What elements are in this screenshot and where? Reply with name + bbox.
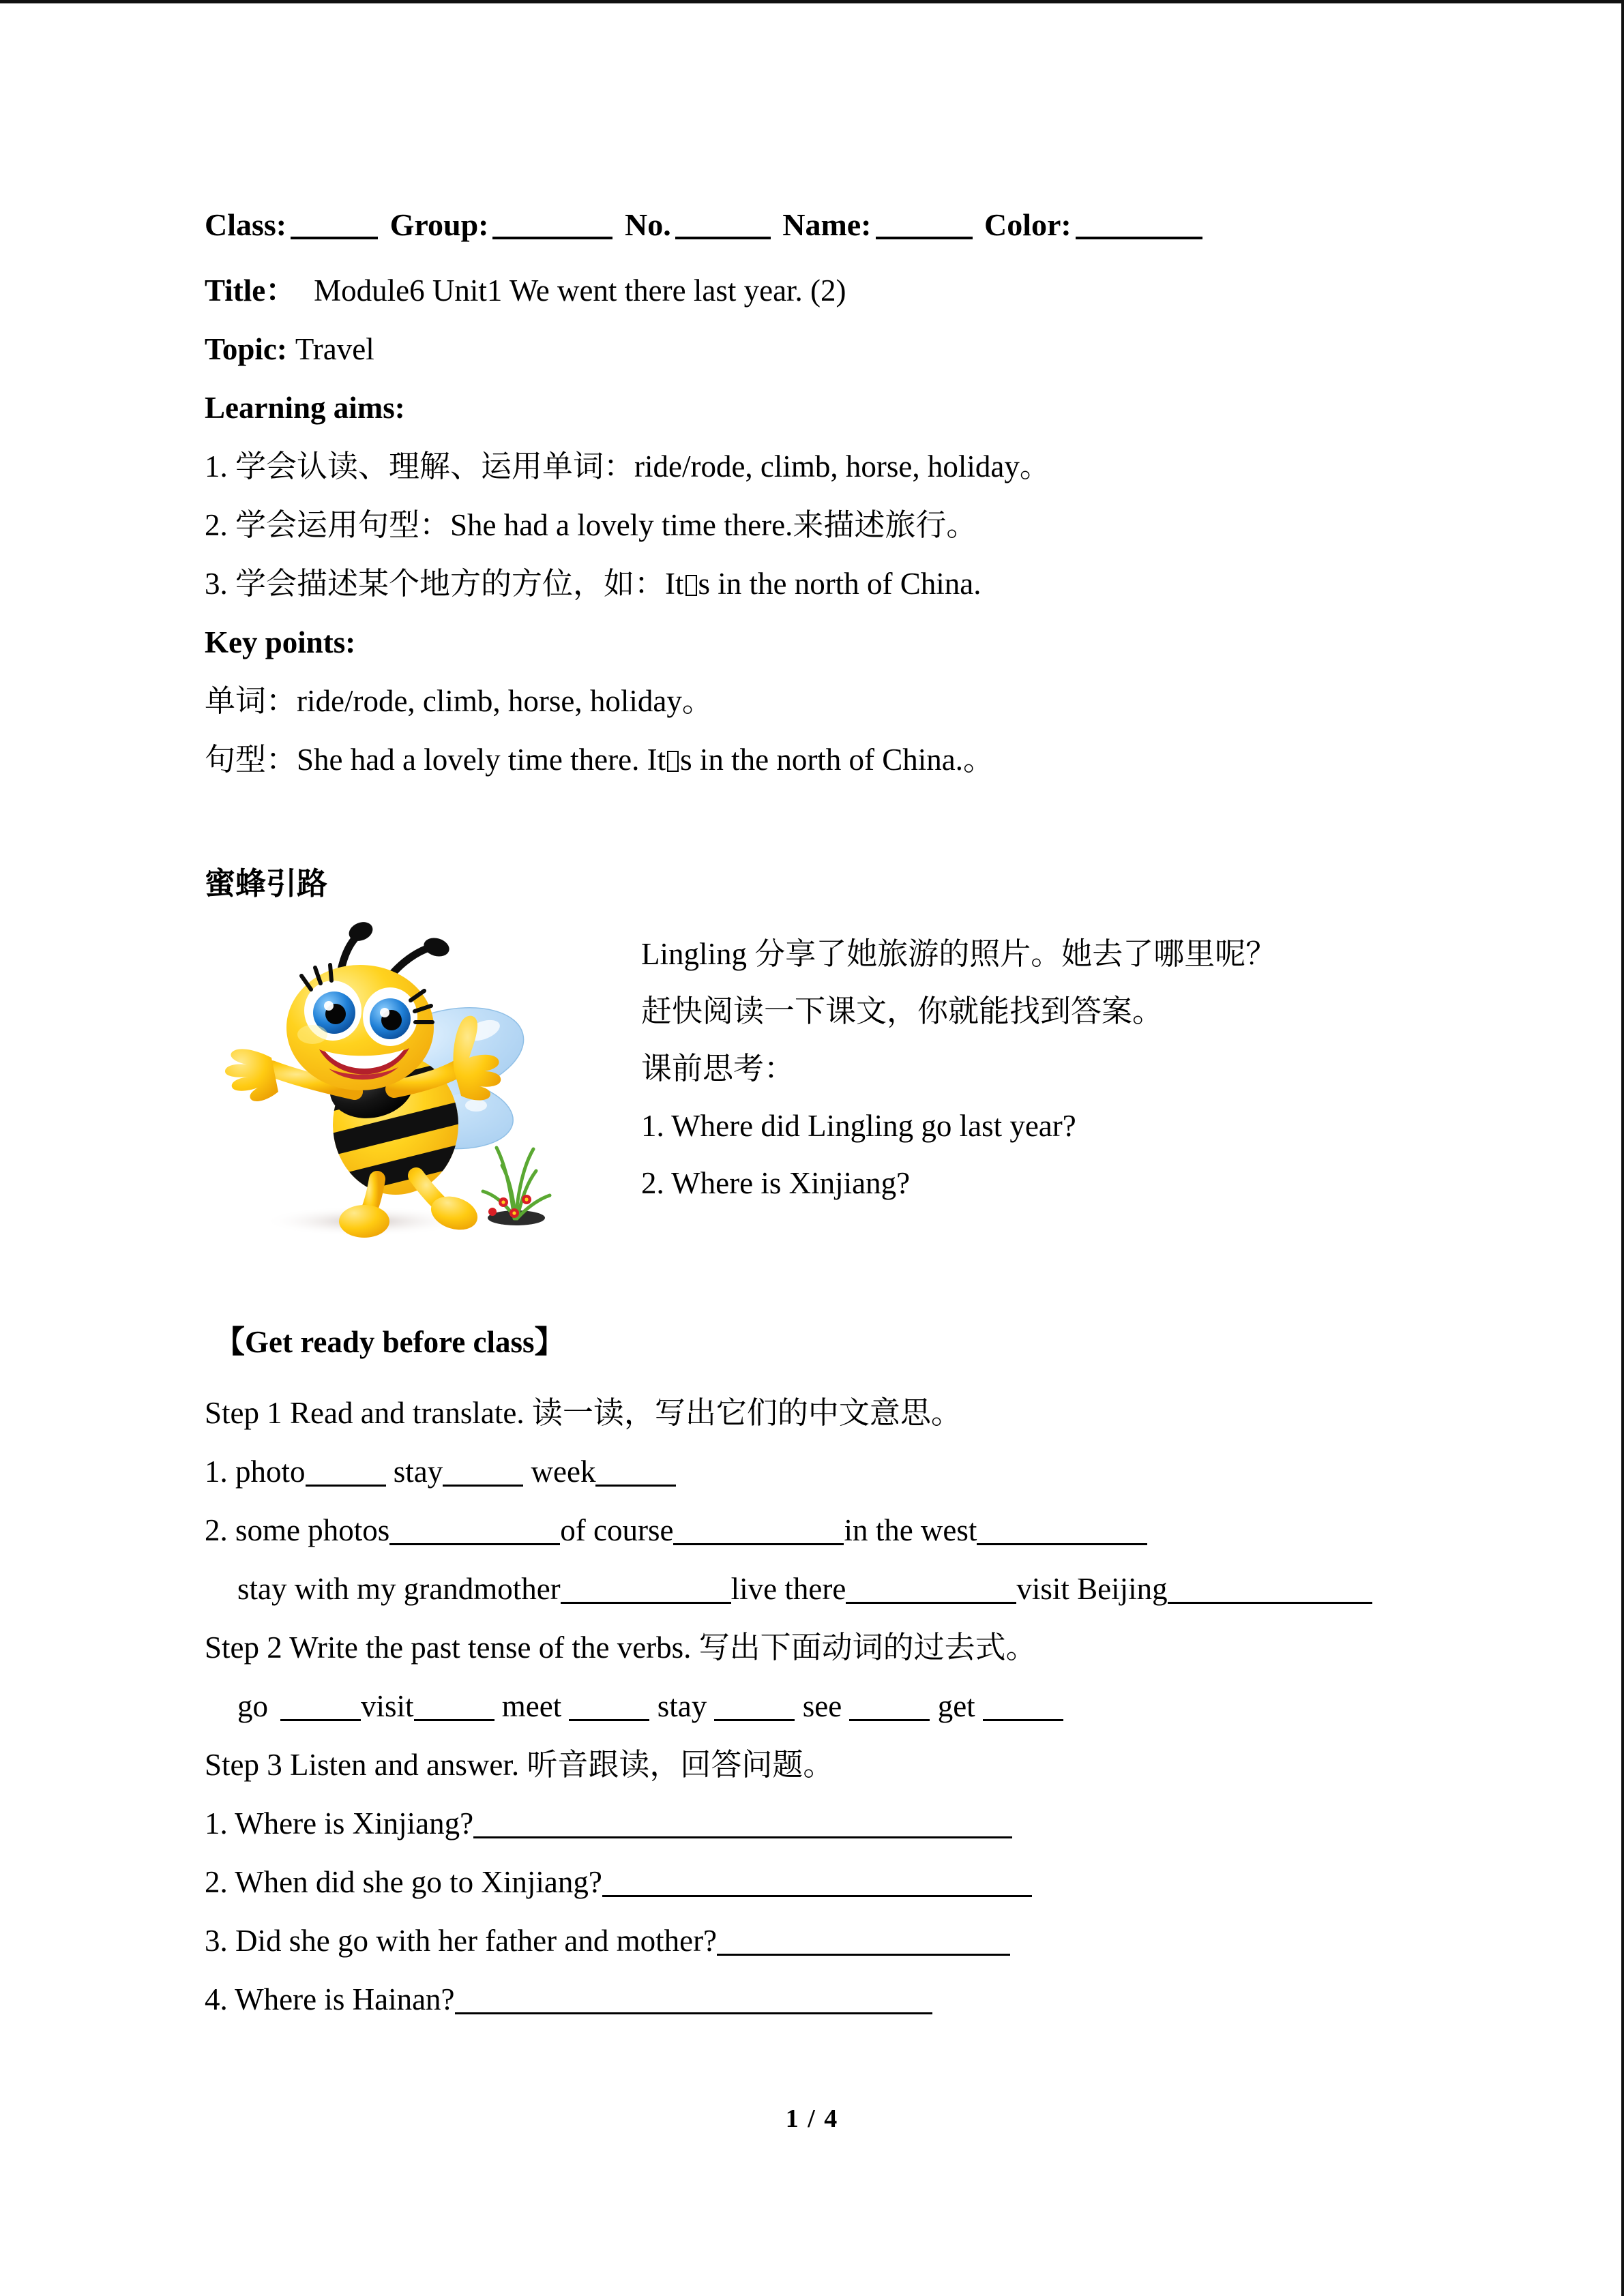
step2-blank-get[interactable] <box>983 1719 1063 1721</box>
step1-phrase-live-there: live there <box>730 1572 846 1606</box>
key-points-sentence-part-b: s in the north of China.。 <box>680 743 994 777</box>
step1-line-1 <box>205 1442 1432 1501</box>
step1-blank-visit-beijing[interactable] <box>1168 1602 1372 1604</box>
step1-instruction: Step 1 Read and translate. 读一读，写出它们的中文意思。 <box>205 1396 962 1430</box>
step2-verb-meet: meet <box>501 1689 562 1723</box>
step1-word-week: week <box>531 1455 596 1489</box>
step3-answer-blank-4[interactable] <box>455 2012 932 2014</box>
step3-question-4 <box>205 1970 1432 2029</box>
key-points-heading: Key points: <box>205 625 356 659</box>
color-blank[interactable] <box>1076 237 1202 239</box>
color-label: Color: <box>984 207 1072 242</box>
key-points-words: 单词：ride/rode, climb, horse, holiday。 <box>205 684 713 718</box>
no-blank[interactable] <box>675 237 771 239</box>
step1-line-2 <box>205 1501 1432 1560</box>
get-ready-heading: 【Get ready before class】 <box>214 1325 565 1359</box>
learning-aim-1: 1. 学会认读、理解、运用单词：ride/rode, climb, horse, holiday。 <box>205 449 1050 483</box>
title-value: Module6 Unit1 We went there last year. (2) <box>314 273 846 308</box>
group-blank[interactable] <box>492 237 612 239</box>
step1-blank-photo[interactable] <box>306 1485 386 1487</box>
bee-head <box>286 965 434 1090</box>
student-info-row <box>205 201 1432 249</box>
step1-blank-stay-grandmother[interactable] <box>561 1602 731 1604</box>
step1-phrase-in-the-west: in the west <box>844 1513 977 1547</box>
document-content <box>205 201 1432 2029</box>
step3-question-1-text: 1. Where is Xinjiang? <box>205 1806 474 1840</box>
step1-word-photo: 1. photo <box>205 1455 306 1489</box>
class-blank[interactable] <box>291 237 378 239</box>
learning-aim-2: 2. 学会运用句型：She had a lovely time there.来描述旅行。 <box>205 508 977 542</box>
step2-blank-visit[interactable] <box>414 1719 494 1721</box>
step1-blank-live-there[interactable] <box>846 1602 1016 1604</box>
group-label: Group: <box>389 207 489 242</box>
learning-aims-heading: Learning aims: <box>205 391 405 425</box>
step3-question-3 <box>205 1911 1432 1970</box>
step1-word-stay: stay <box>393 1455 443 1489</box>
step3-instruction: Step 3 Listen and answer. 听音跟读，回答问题。 <box>205 1748 834 1782</box>
step2-blank-stay[interactable] <box>714 1719 795 1721</box>
title-row <box>205 261 1432 320</box>
step3-answer-blank-2[interactable] <box>602 1895 1032 1897</box>
step3-answer-blank-1[interactable] <box>473 1836 1012 1838</box>
step2-verb-stay: stay <box>657 1689 707 1723</box>
bee-line-1: Lingling 分享了她旅游的照片。她去了哪里呢？ <box>641 937 1277 971</box>
missing-glyph-icon <box>685 575 697 596</box>
name-blank[interactable] <box>876 237 973 239</box>
step3-question-4-text: 4. Where is Hainan? <box>205 1982 455 2016</box>
step2-verbs-line <box>205 1677 1432 1735</box>
step3-answer-blank-3[interactable] <box>717 1954 1010 1956</box>
step1-phrase-of-course: of course <box>560 1513 674 1547</box>
bee-section-heading: 蜜蜂引路 <box>205 867 328 901</box>
step1-blank-week[interactable] <box>595 1485 676 1487</box>
bee-section <box>205 913 1432 1247</box>
topic-label: Topic: <box>205 332 287 366</box>
topic-row <box>205 320 1432 378</box>
no-label: No. <box>624 207 671 242</box>
step1-blank-stay[interactable] <box>443 1485 523 1487</box>
grass-and-flowers <box>483 1148 550 1225</box>
bee-line-2: 赶快阅读一下课文，你就能找到答案。 <box>641 994 1164 1028</box>
bee-question-2: 2. Where is Xinjiang? <box>641 1166 911 1200</box>
title-label: Title： <box>205 273 297 308</box>
step1-phrase-some-photos: 2. some photos <box>205 1513 390 1547</box>
topic-value: Travel <box>295 332 374 366</box>
step2-blank-meet[interactable] <box>569 1719 649 1721</box>
step1-blank-of-course[interactable] <box>673 1543 844 1545</box>
bee-question-1: 1. Where did Lingling go last year? <box>641 1109 1076 1143</box>
step2-verb-get: get <box>937 1689 975 1723</box>
class-label: Class: <box>205 207 287 242</box>
bee-line-3: 课前思考： <box>641 1052 795 1086</box>
cartoon-bee-illustration <box>211 913 566 1240</box>
step3-question-2-text: 2. When did she go to Xinjiang? <box>205 1865 602 1899</box>
step2-blank-see[interactable] <box>849 1719 930 1721</box>
step1-phrase-stay-grandmother: stay with my grandmother <box>237 1572 561 1606</box>
step1-line-3 <box>205 1560 1432 1618</box>
learning-aim-3 <box>205 554 1432 613</box>
learning-aim-3-part-a: 3. 学会描述某个地方的方位，如：It <box>205 567 684 601</box>
step3-question-2 <box>205 1853 1432 1911</box>
step3-question-1 <box>205 1794 1432 1853</box>
missing-glyph-icon <box>667 751 679 772</box>
name-label: Name: <box>782 207 872 242</box>
step2-blank-go[interactable] <box>280 1719 361 1721</box>
step3-question-3-text: 3. Did she go with her father and mother? <box>205 1924 718 1958</box>
page-footer <box>0 2104 1624 2134</box>
step2-instruction: Step 2 Write the past tense of the verbs. 写出下面动词的过去式。 <box>205 1630 1037 1665</box>
step2-verb-go: go <box>237 1689 268 1723</box>
learning-aim-3-part-b: s in the north of China. <box>698 567 981 601</box>
step2-verb-see: see <box>802 1689 842 1723</box>
bee-dialogue-text <box>641 925 1405 1212</box>
step1-blank-in-the-west[interactable] <box>977 1543 1147 1545</box>
step1-blank-some-photos[interactable] <box>389 1543 560 1545</box>
page-number: 1 / 4 <box>785 2104 839 2133</box>
step2-verb-visit: visit <box>361 1689 414 1723</box>
key-points-sentence-part-a: 句型：She had a lovely time there. It <box>205 743 666 777</box>
step1-phrase-visit-beijing: visit Beijing <box>1016 1572 1168 1606</box>
key-points-sentence <box>205 730 1432 789</box>
